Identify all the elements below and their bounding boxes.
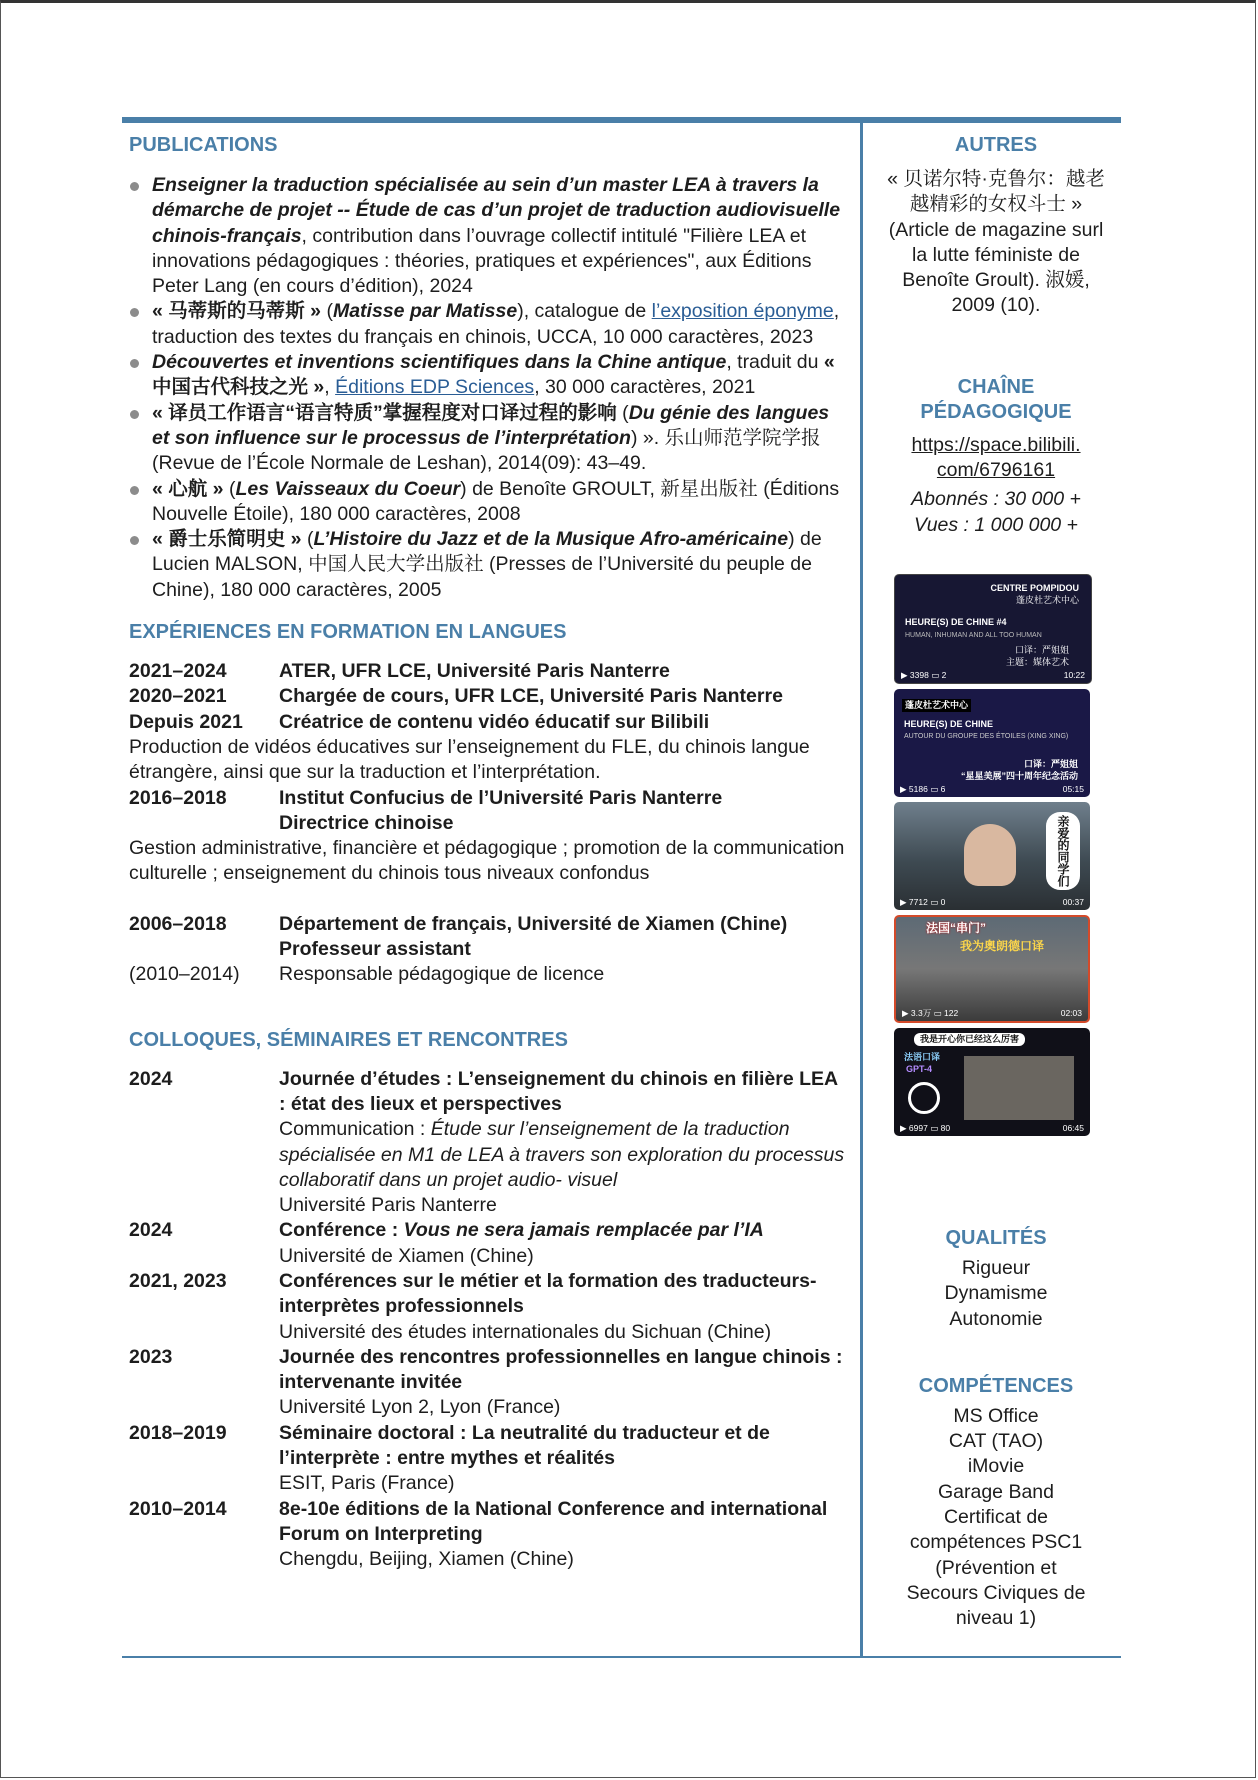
play-count-icon: ▶	[900, 783, 907, 794]
play-count-icon: ▶	[900, 1122, 907, 1133]
publication-item: Découvertes et inventions scientifiques dans la Chine antique, traduit du « 中国古代科技之光 », Éditions EDP Sciences, 30 000 caractères, 2021	[129, 350, 849, 401]
colloque-row: 2024 Journée d’études : L’enseignement du chinois en filière LEA : état des lieux et perspectives Communication : Étude sur l’enseignement de la traduction spécialisée en M1 de LEA à travers son exploration du processus collaboratif dans un projet audio- visuel Université Paris Nanterre	[129, 1067, 845, 1217]
exposition-link[interactable]: l’exposition éponyme	[651, 300, 834, 323]
quality-item: Rigueur	[961, 1256, 1031, 1279]
competence-item: iMovie	[967, 1455, 1025, 1478]
experience-row: 2021–2024 ATER, UFR LCE, Université Paris Nanterre	[129, 660, 670, 683]
section-title-autres: AUTRES	[954, 134, 1038, 156]
colloque-row: 2023 Journée des rencontres professionnelles en langue chinois : intervenante invitée Université Lyon 2, Lyon (France)	[129, 1345, 843, 1419]
autres-description: (Article de magazine surl la lutte féministe de Benoîte Groult). 淑媛, 2009 (10).	[888, 218, 1104, 317]
publications-list	[129, 173, 849, 603]
video-thumbnail[interactable]: 蓬皮杜艺术中心 HEURE(S) DE CHINE AUTOUR DU GROUPE DES ÉTOILES (XING XING) 口译：严姐姐 “星星美展”四十周年纪念活动 ▶ 5186 ▭ 6 05:15	[894, 689, 1090, 797]
colloques-block	[129, 1067, 849, 1573]
column-divider	[860, 117, 863, 1658]
video-thumbnail[interactable]: CENTRE POMPIDOU 蓬皮杜艺术中心 HEURE(S) DE CHINE #4 HUMAN, INHUMAN AND ALL TOO HUMAN 口译：严姐姐 主题：媒体艺术 ▶ 3398 ▭ 2 10:22	[894, 574, 1092, 684]
competence-item: CAT (TAO)	[948, 1430, 1044, 1453]
experience-row: 2006–2018 Département de français, Université de Xiamen (Chine) Professeur assistant	[129, 912, 788, 961]
speech-bubble: 亲爱的同学们	[1046, 812, 1080, 890]
experience-row: 2016–2018 Institut Confucius de l’Université Paris Nanterre Directrice chinoise	[129, 786, 723, 834]
section-title-qualites: QUALITÉS	[945, 1226, 1047, 1249]
colloque-row: 2024 Conférence : Vous ne sera jamais remplacée par l’IA Université de Xiamen (Chine)	[129, 1219, 764, 1267]
publication-item: « 马蒂斯的马蒂斯 » (Matisse par Matisse), catalogue de l’exposition éponyme, traduction des textes du français en chinois, UCCA, 10 000 caractères, 2023	[129, 299, 849, 350]
colloque-row: 2021, 2023 Conférences sur le métier et la formation des traducteurs-interprètes professionnels Université des études internationales du Sichuan (Chine)	[129, 1269, 817, 1343]
qualites-list	[880, 1256, 1112, 1332]
views-count: Vues : 1 000 000 +	[914, 513, 1078, 536]
comment-icon: ▭	[931, 669, 940, 680]
play-count-icon: ▶	[902, 1007, 909, 1018]
video-thumbnail[interactable]: 法国“串门” 我为奥朗德口译 ▶ 3.3万 ▭ 122 02:03	[894, 915, 1090, 1023]
video-thumbnail[interactable]: 我是开心你已经这么厉害 法语口译 GPT-4 ▶ 6997 ▭ 80 06:45	[894, 1028, 1090, 1136]
video-thumbnail[interactable]: 亲爱的同学们 ▶ 7712 ▭ 0 00:37	[894, 802, 1090, 910]
quality-item: Dynamisme	[944, 1282, 1048, 1305]
person-figure	[964, 824, 1016, 886]
section-title-experiences: EXPÉRIENCES EN FORMATION EN LANGUES	[129, 621, 567, 644]
colloque-row: 2010–2014 8e-10e éditions de la National Conference and international Forum on Interpreting Chengdu, Beijing, Xiamen (Chine)	[129, 1497, 828, 1571]
experience-description: Gestion administrative, financière et pédagogique ; promotion de la communication culturelle ; enseignement du chinois tous niveaux confondus	[129, 837, 845, 885]
edp-sciences-link[interactable]: Éditions EDP Sciences	[335, 376, 535, 399]
publication-item: « 译员工作语言“语言特质”掌握程度对口译过程的影响 (Du génie des langues et son influence sur le processus de l’interprétation) ». 乐山师范学院学报 (Revue de l’École Normale de Leshan), 2014(09): 43–49.	[129, 401, 849, 477]
comment-icon: ▭	[930, 783, 939, 794]
video-frame	[964, 1056, 1074, 1120]
section-title-competences: COMPÉTENCES	[918, 1374, 1074, 1397]
main-column	[129, 131, 849, 1573]
video-thumbnails	[894, 574, 1090, 1136]
experience-row: (2010–2014) Responsable pédagogique de licence	[129, 963, 605, 986]
quality-item: Autonomie	[949, 1307, 1043, 1330]
side-column	[880, 131, 1112, 1632]
chatgpt-logo-icon	[908, 1082, 940, 1114]
competence-item: Certificat de compétences PSC1 (Prévention et Secours Civiques de niveau 1)	[906, 1506, 1086, 1630]
bottom-rule	[122, 1656, 1121, 1658]
section-title-chaine: CHAÎNE PÉDAGOGIQUE	[920, 375, 1072, 423]
subscribers-count: Abonnés : 30 000 +	[911, 488, 1081, 511]
competence-item: Garage Band	[937, 1480, 1054, 1503]
publication-item: Enseigner la traduction spécialisée au sein d’un master LEA à travers la démarche de projet -- Étude de cas d’un projet de traduction audiovisuelle chinois-français, contribution dans l’ouvrage collectif intitulé "Filière LEA et innovations pédagogiques : théories, pratiques et expériences", aux Éditions Peter Lang (en cours d’édition), 2024	[129, 173, 849, 299]
experience-row: Depuis 2021 Créatrice de contenu vidéo éducatif sur Bilibili	[129, 710, 710, 733]
bilibili-link[interactable]: https://space.bilibili.com/6796161	[911, 433, 1081, 482]
play-count-icon: ▶	[901, 669, 908, 680]
comment-icon: ▭	[930, 896, 939, 907]
play-count-icon: ▶	[900, 896, 907, 907]
competence-item: MS Office	[953, 1404, 1039, 1427]
top-rule	[122, 117, 1121, 123]
experience-description: Production de vidéos éducatives sur l’enseignement du FLE, du chinois langue étrangère, ainsi que sur la traduction et l’interprétation.	[129, 735, 810, 784]
section-title-colloques: COLLOQUES, SÉMINAIRES ET RENCONTRES	[129, 1028, 568, 1051]
competences-list	[880, 1404, 1112, 1632]
colloque-row: 2018–2019 Séminaire doctoral : La neutralité du traducteur et de l’interprète : entre mythes et réalités ESIT, Paris (France)	[129, 1421, 770, 1495]
publication-item: « 心航 » (Les Vaisseaux du Coeur) de Benoîte GROULT, 新星出版社 (Éditions Nouvelle Étoile), 180 000 caractères, 2008	[129, 477, 849, 528]
publication-item: « 爵士乐简明史 » (L’Histoire du Jazz et de la Musique Afro-américaine) de Lucien MALSON, 中国人民大学出版社 (Presses de l’Université du peuple de Chine), 180 000 caractères, 2005	[129, 527, 849, 603]
comment-icon: ▭	[933, 1007, 942, 1018]
experiences-block	[129, 659, 849, 988]
section-title-publications: PUBLICATIONS	[129, 134, 278, 156]
autres-cn-title: « 贝诺尔特·克鲁尔：越老越精彩的女权斗士 »	[887, 168, 1105, 216]
comment-icon: ▭	[930, 1122, 939, 1133]
experience-row: 2020–2021 Chargée de cours, UFR LCE, Université Paris Nanterre	[129, 685, 783, 708]
